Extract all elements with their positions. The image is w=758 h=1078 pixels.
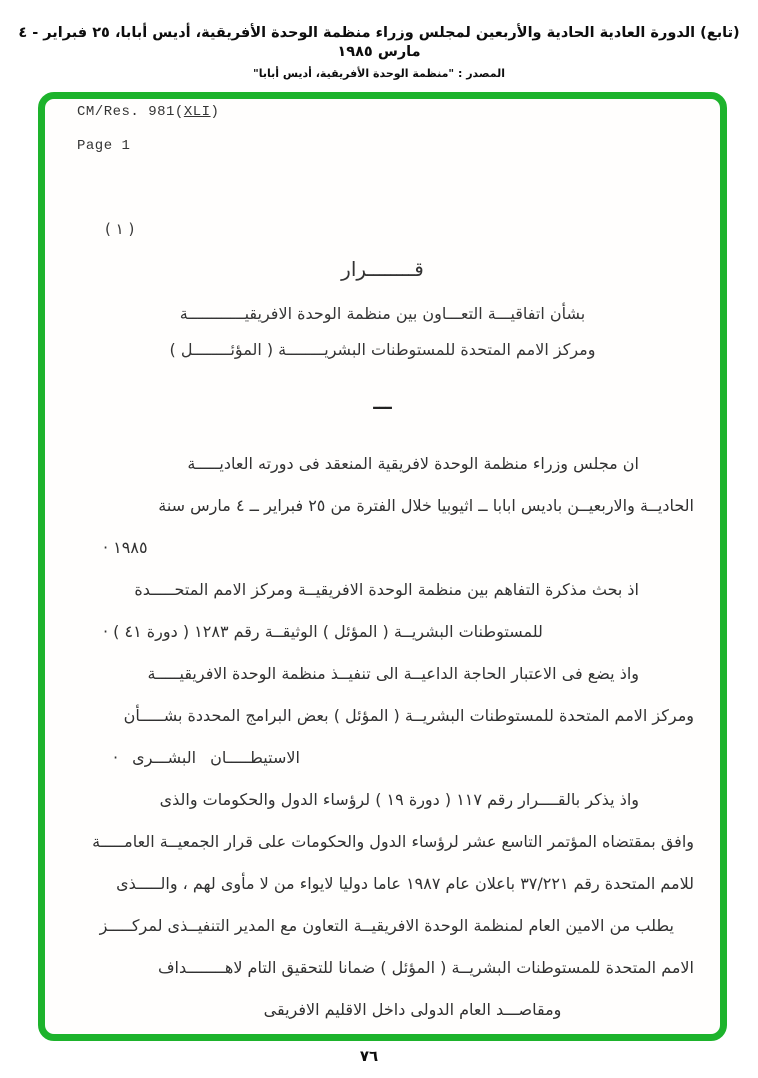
reference-suffix: ) — [210, 104, 220, 120]
item-number: ( ١ ) — [105, 220, 135, 238]
body-line: الحاديــة والاربعيــن باديس ابابا ــ اثيوبيا خلال الفترة من ٢٥ فبراير ــ ٤ مارس سنة — [158, 496, 694, 515]
body-line: ومركز الامم المتحدة للمستوطنات البشريــة ( المؤئل ) بعض البرامج المحددة بشـــــأن — [123, 706, 694, 725]
resolution-body — [71, 449, 694, 1037]
page-label: Page 1 — [77, 138, 131, 154]
body-line: الاستيطـــــان البشـــرى · — [113, 748, 300, 767]
document-reference — [77, 104, 219, 120]
body-line: للمستوطنات البشريــة ( المؤئل ) الوثيقــة رقم ١٢٨٣ ( دورة ٤١ ) · — [103, 622, 543, 641]
session-citation-line: (تابع) الدورة العادية الحادية والأربعين لمجلس وزراء منظمة الوحدة الأفريقية، أديس أبابا، ٢٥ فبراير - ٤ مارس ١٩٨٥ — [18, 25, 740, 60]
reference-session-number: XLI — [183, 104, 211, 120]
body-line: يطلب من الامين العام لمنظمة الوحدة الافريقيــة التعاون مع المدير التنفيــذى لمركـــــز — [99, 916, 674, 935]
resolution-title: قــــــــرار — [341, 257, 424, 281]
source-citation-line: المصدر : "منظمة الوحدة الأفريقية، أديس أبابا" — [252, 66, 506, 80]
body-line: وافق بمقتضاه المؤتمر التاسع عشر لرؤساء الدول والحكومات على قرار الجمعيــة العامـــــة — [92, 832, 694, 851]
separator-dash: ـــ — [373, 393, 392, 414]
citation-header — [0, 24, 758, 80]
body-line: واذ يذكر بالقــــرار رقم ١١٧ ( دورة ١٩ ) لرؤساء الدول والحكومات والذى — [159, 790, 639, 809]
resolution-subtitle-line-1: بشأن اتفاقيـــة التعـــاون بين منظمة الوحدة الافريقيــــــــــــة — [179, 304, 586, 323]
page-number: ٧٦ — [359, 1047, 379, 1065]
body-line: اذ بحث مذكرة التفاهم بين منظمة الوحدة الافريقيــة ومركز الامم المتحـــــدة — [134, 580, 639, 599]
body-line: ان مجلس وزراء منظمة الوحدة لافريقية المنعقد فى دورته العاديـــــة — [187, 454, 639, 473]
body-line: واذ يضع فى الاعتبار الحاجة الداعيــة الى تنفيــذ منظمة الوحدة الافريقيـــــة — [147, 664, 639, 683]
body-line: ١٩٨٥ · — [103, 538, 148, 557]
resolution-subtitle-line-2: ومركز الامم المتحدة للمستوطنات البشريــــــــة ( المؤئــــــــل ) — [169, 340, 596, 359]
body-line: الامم المتحدة للمستوطنات البشريــة ( المؤئل ) ضمانا للتحقيق التام لاهــــــــداف — [157, 958, 694, 977]
reference-prefix: CM/Res. 981( — [77, 104, 184, 120]
document-border — [38, 92, 727, 1041]
body-line: ومقاصـــد العام الدولى داخل الاقليم الافريقى — [263, 1000, 562, 1019]
body-line: للامم المتحدة رقم ٣٧/٢٢١ باعلان عام ١٩٨٧ عاما دوليا لايواء من لا مأوى لهم ، والـــــذى — [116, 874, 694, 893]
